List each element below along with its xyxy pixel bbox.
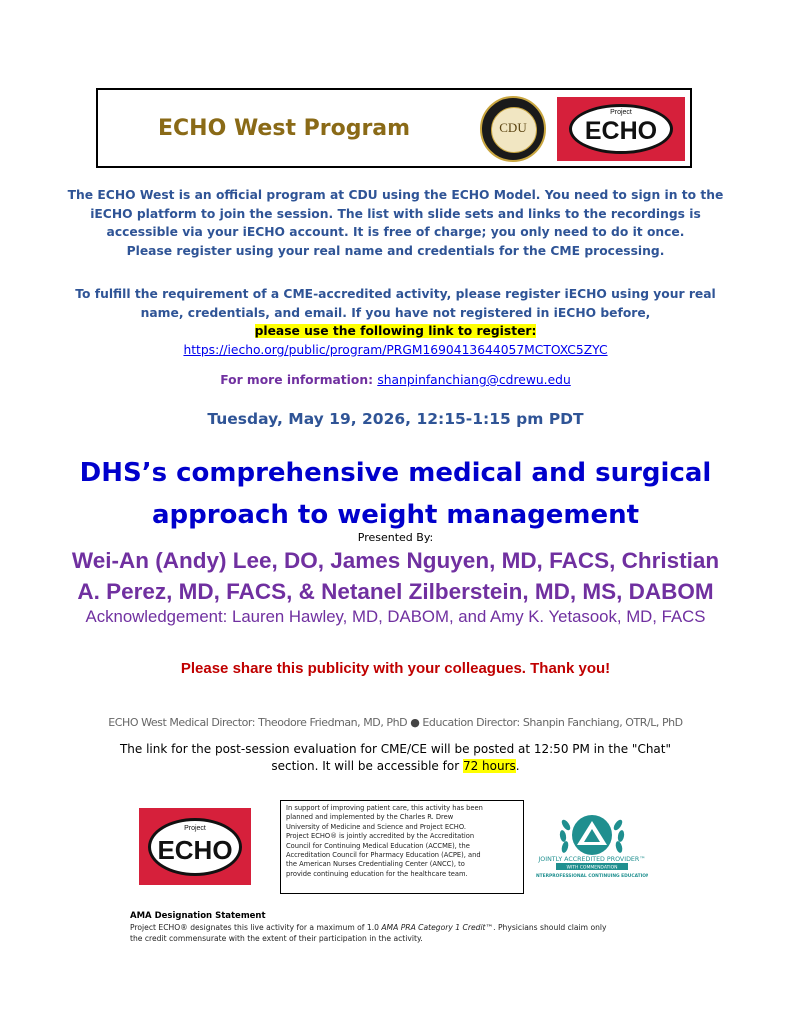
education-director: Education Director: Shanpin Fanchiang, OTR/L, PhD xyxy=(422,716,683,729)
presented-by-label: Presented By: xyxy=(357,531,434,544)
presenters-line: A. Perez, MD, FACS, & Netanel Zilberstein, MD, MS, DABOM xyxy=(77,579,714,604)
project-echo-logo-bottom xyxy=(139,808,251,885)
ama-line: . Physicians should claim only xyxy=(493,923,607,932)
echo-logo-project: Project xyxy=(610,109,632,116)
register-highlight: please use the following link to register: xyxy=(254,324,537,338)
joint-accreditation-logo xyxy=(536,805,648,891)
talk-title xyxy=(60,452,731,536)
support-line: University of Medicine and Science and Project ECHO. xyxy=(286,822,466,831)
support-line: planned and implemented by the Charles R. Drew xyxy=(286,813,454,822)
jap-line1: JOINTLY ACCREDITED PROVIDER™ xyxy=(538,856,646,863)
evaluation-notice xyxy=(60,741,731,775)
intro-line: The ECHO West is an official program at CDU using the ECHO Model. You need to sign in to the xyxy=(67,188,724,202)
ribbon-text: WITH COMMENDATION xyxy=(566,865,618,871)
support-line: Council for Continuing Medical Education (ACCME), the xyxy=(286,841,470,850)
intro-line: accessible via your iECHO account. It is free of charge; you only need to do it once. xyxy=(106,225,685,239)
ama-line: the credit commensurate with the extent of their participation in the activity. xyxy=(130,934,423,943)
share-message: Please share this publicity with your colleagues. Thank you! xyxy=(180,660,611,677)
cdu-seal-text: CDU xyxy=(499,120,527,135)
medical-director: ECHO West Medical Director: Theodore Friedman, MD, PhD xyxy=(108,716,408,729)
intro-line: iECHO platform to join the session. The list with slide sets and links to the recordings is xyxy=(90,206,701,221)
cme-paragraph xyxy=(60,285,731,359)
cdu-seal-logo xyxy=(480,96,546,162)
talk-title-line: DHS’s comprehensive medical and surgical xyxy=(79,458,712,488)
more-info xyxy=(60,373,731,387)
support-line: Accreditation Council for Pharmacy Education (ACPE), and xyxy=(286,851,481,860)
cme-line: name, credentials, and email. If you have not registered in iECHO before, xyxy=(140,305,651,320)
program-title: ECHO West Program xyxy=(158,116,411,141)
presenters-line: Wei-An (Andy) Lee, DO, James Nguyen, MD, FACS, Christian xyxy=(71,548,720,573)
evaluation-period: . xyxy=(515,759,520,773)
ama-statement xyxy=(130,922,690,944)
bullet-separator: ● xyxy=(410,716,420,729)
presenters xyxy=(60,545,731,607)
joint-accreditation-emblem-icon xyxy=(536,805,648,891)
echo-logo-word: ECHO xyxy=(584,117,658,145)
talk-title-line: approach to weight management xyxy=(151,500,640,530)
ama-title: AMA Designation Statement xyxy=(130,911,266,921)
hours-highlight: 72 hours xyxy=(462,759,516,773)
contact-email-link[interactable]: shanpinfanchiang@cdrewu.edu xyxy=(377,373,571,387)
header-box xyxy=(96,88,692,168)
support-line: the American Nurses Credentialing Center (ANCC), to xyxy=(286,860,465,869)
echo-logo-word: ECHO xyxy=(157,835,233,865)
echo-logo-project: Project xyxy=(184,825,206,832)
acknowledgement: Acknowledgement: Lauren Hawley, MD, DABOM, and Amy K. Yetasook, MD, FACS xyxy=(85,607,706,626)
more-info-label: For more information: xyxy=(220,373,374,387)
ama-line: Project ECHO® designates this live activity for a maximum of 1.0 xyxy=(130,923,382,932)
project-echo-logo xyxy=(557,97,685,161)
cme-line: To fulfill the requirement of a CME-accredited activity, please register iECHO using your real xyxy=(75,287,716,301)
accreditation-statement-box xyxy=(280,800,524,894)
directors-line xyxy=(0,716,791,729)
intro-line: Please register using your real name and credentials for the CME processing. xyxy=(126,243,665,258)
jap-line2: INTERPROFESSIONAL CONTINUING EDUCATION xyxy=(536,874,648,879)
ama-credit: AMA PRA Category 1 Credit™ xyxy=(381,923,494,932)
session-date: Tuesday, May 19, 2026, 12:15-1:15 pm PDT xyxy=(207,410,584,428)
evaluation-line: The link for the post-session evaluation for CME/CE will be posted at 12:50 PM in the "Chat" xyxy=(119,742,672,756)
support-line: provide continuing education for the healthcare team. xyxy=(286,869,468,878)
intro-paragraph xyxy=(60,186,731,260)
support-line: Project ECHO® is jointly accredited by the Accreditation xyxy=(286,832,475,841)
evaluation-line: section. It will be accessible for xyxy=(271,759,460,773)
support-line: In support of improving patient care, this activity has been xyxy=(286,804,483,812)
registration-link[interactable]: https://iecho.org/public/program/PRGM1690413644057MCTOXC5ZYC xyxy=(183,342,608,357)
